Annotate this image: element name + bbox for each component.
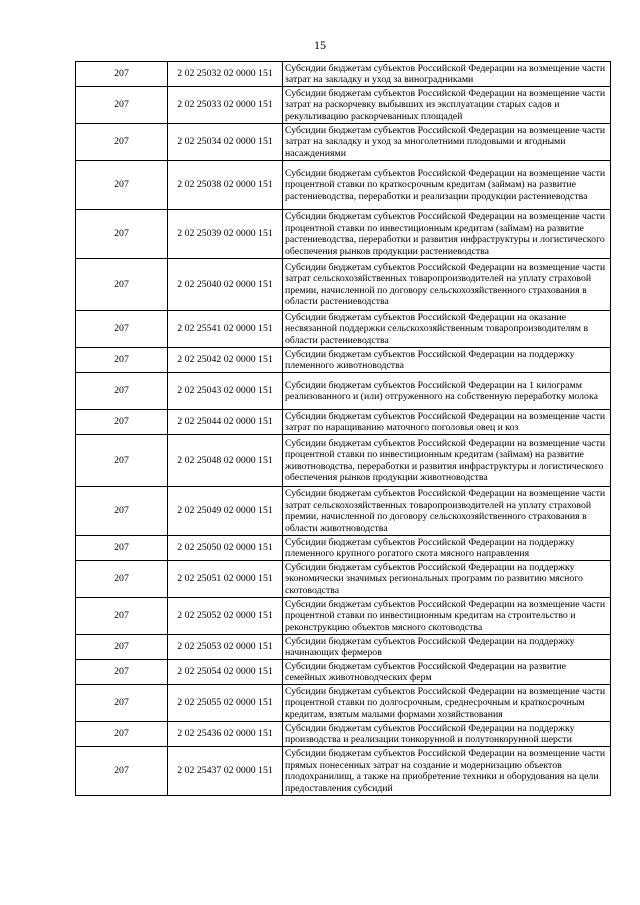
table-row <box>76 210 611 259</box>
admin-code-cell: 207 <box>76 536 168 561</box>
budget-code-cell: 2 02 25048 02 0000 151 <box>168 435 283 487</box>
admin-code-cell: 207 <box>76 348 168 373</box>
budget-code-cell: 2 02 25044 02 0000 151 <box>168 410 283 435</box>
table-row <box>76 124 611 161</box>
table-row <box>76 635 611 660</box>
table-row <box>76 685 611 722</box>
admin-code-cell: 207 <box>76 210 168 259</box>
budget-code-cell: 2 02 25033 02 0000 151 <box>168 87 283 124</box>
table-row <box>76 410 611 435</box>
table-row <box>76 561 611 598</box>
admin-code-cell: 207 <box>76 259 168 311</box>
table-row <box>76 311 611 348</box>
budget-code-cell: 2 02 25541 02 0000 151 <box>168 311 283 348</box>
description-cell: Субсидии бюджетам субъектов Российской Федерации на возмещение части затрат сельскохозяйственных товаропроизводителей на уплату страховой премии, начисленной по договору сельскохозяйственного страхования в области животноводства <box>283 487 611 536</box>
budget-code-cell: 2 02 25051 02 0000 151 <box>168 561 283 598</box>
budget-code-cell: 2 02 25052 02 0000 151 <box>168 598 283 635</box>
admin-code-cell: 207 <box>76 635 168 660</box>
admin-code-cell: 207 <box>76 435 168 487</box>
description-cell: Субсидии бюджетам субъектов Российской Федерации на поддержку экономически значимых региональных программ по развитию мясного скотоводства <box>283 561 611 598</box>
budget-code-cell: 2 02 25053 02 0000 151 <box>168 635 283 660</box>
budget-code-cell: 2 02 25039 02 0000 151 <box>168 210 283 259</box>
description-cell: Субсидии бюджетам субъектов Российской Федерации на возмещение части затрат на закладку и уход за многолетними плодовыми и ягодными насаждениями <box>283 124 611 161</box>
table-row <box>76 660 611 685</box>
table-row <box>76 161 611 210</box>
description-cell: Субсидии бюджетам субъектов Российской Федерации на оказание несвязанной поддержки сельскохозяйственным товаропроизводителям в области растениеводства <box>283 311 611 348</box>
table-row <box>76 87 611 124</box>
admin-code-cell: 207 <box>76 124 168 161</box>
table-row <box>76 487 611 536</box>
description-cell: Субсидии бюджетам субъектов Российской Федерации на поддержку производства и реализации тонкорунной и полутонкорунной шерсти <box>283 722 611 747</box>
admin-code-cell: 207 <box>76 685 168 722</box>
description-cell: Субсидии бюджетам субъектов Российской Федерации на возмещение части затрат на раскорчевку выбывших из эксплуатации старых садов и рекультивацию раскорчеванных площадей <box>283 87 611 124</box>
table-row <box>76 598 611 635</box>
budget-code-cell: 2 02 25043 02 0000 151 <box>168 373 283 410</box>
admin-code-cell: 207 <box>76 660 168 685</box>
budget-code-cell: 2 02 25050 02 0000 151 <box>168 536 283 561</box>
admin-code-cell: 207 <box>76 747 168 796</box>
budget-code-cell: 2 02 25436 02 0000 151 <box>168 722 283 747</box>
table-row <box>76 435 611 487</box>
description-cell: Субсидии бюджетам субъектов Российской Федерации на поддержку племенного животноводства <box>283 348 611 373</box>
budget-code-cell: 2 02 25049 02 0000 151 <box>168 487 283 536</box>
description-cell: Субсидии бюджетам субъектов Российской Федерации на возмещение части процентной ставки по инвестиционным кредитам (займам) на развитие растениеводства, переработки и развития инфраструктуры и логистического обеспечения рынков продукции растениеводства <box>283 210 611 259</box>
admin-code-cell: 207 <box>76 87 168 124</box>
table-row <box>76 259 611 311</box>
table-row <box>76 722 611 747</box>
description-cell: Субсидии бюджетам субъектов Российской Федерации на возмещение части процентной ставки по долгосрочным, среднесрочным и краткосрочным кредитам, взятым малыми формами хозяйствования <box>283 685 611 722</box>
admin-code-cell: 207 <box>76 487 168 536</box>
budget-code-cell: 2 02 25038 02 0000 151 <box>168 161 283 210</box>
description-cell: Субсидии бюджетам субъектов Российской Федерации на поддержку племенного крупного рогатого скота мясного направления <box>283 536 611 561</box>
description-cell: Субсидии бюджетам субъектов Российской Федерации на возмещение части прямых понесенных затрат на создание и модернизацию объектов плодохранилищ, а также на приобретение техники и оборудования на цели предоставления субсидий <box>283 747 611 796</box>
description-cell: Субсидии бюджетам субъектов Российской Федерации на поддержку начинающих фермеров <box>283 635 611 660</box>
admin-code-cell: 207 <box>76 311 168 348</box>
budget-code-cell: 2 02 25032 02 0000 151 <box>168 62 283 87</box>
admin-code-cell: 207 <box>76 561 168 598</box>
table-row <box>76 536 611 561</box>
budget-code-cell: 2 02 25040 02 0000 151 <box>168 259 283 311</box>
table-row <box>76 373 611 410</box>
admin-code-cell: 207 <box>76 62 168 87</box>
budget-code-cell: 2 02 25054 02 0000 151 <box>168 660 283 685</box>
table-row <box>76 348 611 373</box>
admin-code-cell: 207 <box>76 410 168 435</box>
description-cell: Субсидии бюджетам субъектов Российской Федерации на возмещение части процентной ставки по краткосрочным кредитам (займам) на развитие растениеводства, переработки и реализации продукции растениеводства <box>283 161 611 210</box>
description-cell: Субсидии бюджетам субъектов Российской Федерации на развитие семейных животноводческих ферм <box>283 660 611 685</box>
budget-code-cell: 2 02 25042 02 0000 151 <box>168 348 283 373</box>
page-number: 15 <box>314 38 326 52</box>
budget-code-cell: 2 02 25034 02 0000 151 <box>168 124 283 161</box>
admin-code-cell: 207 <box>76 373 168 410</box>
description-cell: Субсидии бюджетам субъектов Российской Федерации на возмещение части процентной ставки по инвестиционным кредитам на строительство и реконструкцию объектов мясного скотоводства <box>283 598 611 635</box>
description-cell: Субсидии бюджетам субъектов Российской Федерации на возмещение части затрат сельскохозяйственных товаропроизводителей на уплату страховой премии, начисленной по договору сельскохозяйственного страхования в области растениеводства <box>283 259 611 311</box>
admin-code-cell: 207 <box>76 722 168 747</box>
table-row <box>76 747 611 796</box>
description-cell: Субсидии бюджетам субъектов Российской Федерации на возмещение части процентной ставки по инвестиционным кредитам (займам) на развитие животноводства, переработки и развития инфраструктуры и логистического обеспечения рынков продукции животноводства <box>283 435 611 487</box>
table-row <box>76 62 611 87</box>
description-cell: Субсидии бюджетам субъектов Российской Федерации на возмещение части затрат по наращиванию маточного поголовья овец и коз <box>283 410 611 435</box>
budget-classification-table <box>75 61 611 796</box>
admin-code-cell: 207 <box>76 161 168 210</box>
description-cell: Субсидии бюджетам субъектов Российской Федерации на возмещение части затрат на закладку и уход за виноградниками <box>283 62 611 87</box>
description-cell: Субсидии бюджетам субъектов Российской Федерации на 1 килограмм реализованного и (или) отгруженного на собственную переработку молока <box>283 373 611 410</box>
budget-code-cell: 2 02 25437 02 0000 151 <box>168 747 283 796</box>
budget-code-cell: 2 02 25055 02 0000 151 <box>168 685 283 722</box>
admin-code-cell: 207 <box>76 598 168 635</box>
